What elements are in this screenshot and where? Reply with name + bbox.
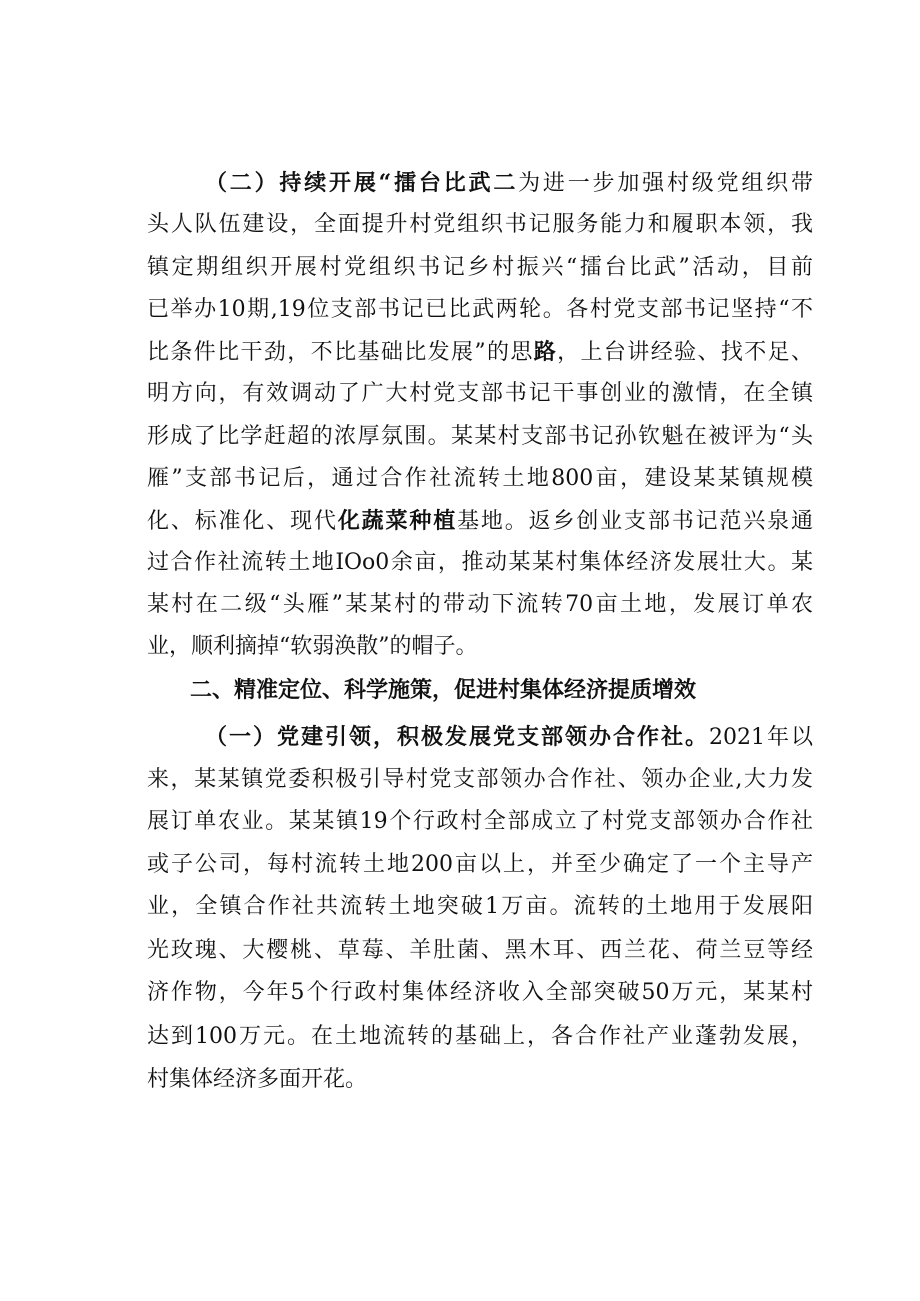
text-line bbox=[147, 458, 813, 500]
text-line bbox=[147, 204, 813, 246]
body-text: 来，某某镇党委积极引导村党支部领办合作社、领办企业,大力发 bbox=[147, 767, 813, 792]
text-line bbox=[147, 289, 813, 331]
text-line bbox=[147, 1059, 813, 1101]
bold-text: 路 bbox=[533, 339, 558, 365]
body-text: 过合作社流转土地IOo0余亩，推动某某村集体经济发展壮大。某 bbox=[147, 550, 813, 575]
text-line bbox=[147, 972, 813, 1014]
body-text: 或子公司，每村流转土地200亩以上，并至少确定了一个主导产 bbox=[147, 852, 813, 877]
text-line bbox=[147, 542, 813, 584]
body-text: 业，顺利摘掉“软弱涣散”的帽子。 bbox=[147, 634, 478, 659]
text-line bbox=[147, 500, 813, 542]
body-text: 化、标准化、现代 bbox=[147, 509, 338, 534]
text-line bbox=[147, 801, 813, 843]
body-text: 某村在二级“头雁”某某村的带动下流转70亩土地，发展订单农 bbox=[147, 592, 813, 617]
text-line bbox=[147, 1016, 813, 1058]
body-text: 济作物，今年5个行政村集体经济收入全部突破50万元，某某村 bbox=[147, 980, 813, 1005]
text-line bbox=[147, 373, 813, 415]
body-text: 展订单农业。某某镇19个行政村全部成立了村党支部领办合作社 bbox=[147, 809, 813, 834]
text-line bbox=[205, 716, 813, 758]
text-line bbox=[147, 759, 813, 801]
text-line bbox=[147, 844, 813, 886]
body-text: 镇定期组织开展村党组织书记乡村振兴“擂台比武”活动，目前 bbox=[147, 255, 813, 280]
bold-text: 化蔬菜种植 bbox=[337, 508, 458, 534]
body-text: 光玫瑰、大樱桃、草莓、羊肚菌、黑木耳、西兰花、荷兰豆等经 bbox=[147, 938, 813, 963]
body-text: 明方向，有效调动了广大村党支部书记干事创业的激情，在全镇 bbox=[147, 381, 813, 406]
section-heading bbox=[190, 669, 776, 711]
body-text: 形成了比学赶超的浓厚氛围。某某村支部书记孙钦魁在被评为“头 bbox=[147, 424, 813, 449]
body-text: 村集体经济多面开花。 bbox=[147, 1067, 368, 1092]
bold-text: 二、精准定位、科学施策，促进村集体经济提质增效 bbox=[190, 677, 697, 703]
text-line bbox=[147, 331, 813, 373]
text-line bbox=[147, 416, 813, 458]
bold-text: （二）持续开展“擂台比武二 bbox=[205, 170, 519, 196]
body-text: 比条件比干劲，不比基础比发展”的思 bbox=[147, 340, 534, 365]
body-text: 雁”支部书记后，通过合作社流转土地800亩，建设某某镇规模 bbox=[147, 466, 813, 491]
body-text: 业，全镇合作社共流转土地突破1万亩。流转的土地用于发展阳 bbox=[147, 894, 813, 919]
body-text: 已举办10期,19位支部书记已比武两轮。各村党支部书记坚持“不 bbox=[147, 297, 813, 322]
text-line bbox=[147, 626, 813, 668]
body-text: 为进一步加强村级党组织带 bbox=[518, 171, 813, 196]
text-line bbox=[147, 584, 813, 626]
bold-text: （一）党建引领，积极发展党支部领办合作社。 bbox=[205, 724, 709, 750]
text-line bbox=[147, 930, 813, 972]
body-text: 2021年以 bbox=[709, 725, 813, 750]
body-text: ，上台讲经验、找不足、 bbox=[557, 340, 813, 365]
text-line bbox=[205, 162, 813, 204]
body-text: 基地。返乡创业支部书记范兴泉通 bbox=[457, 509, 813, 534]
body-text: 头人队伍建设，全面提升村党组织书记服务能力和履职本领，我 bbox=[147, 212, 813, 237]
body-text: 达到100万元。在土地流转的基础上，各合作社产业蓬勃发展， bbox=[147, 1024, 813, 1049]
text-line bbox=[147, 886, 813, 928]
text-line bbox=[147, 247, 813, 289]
